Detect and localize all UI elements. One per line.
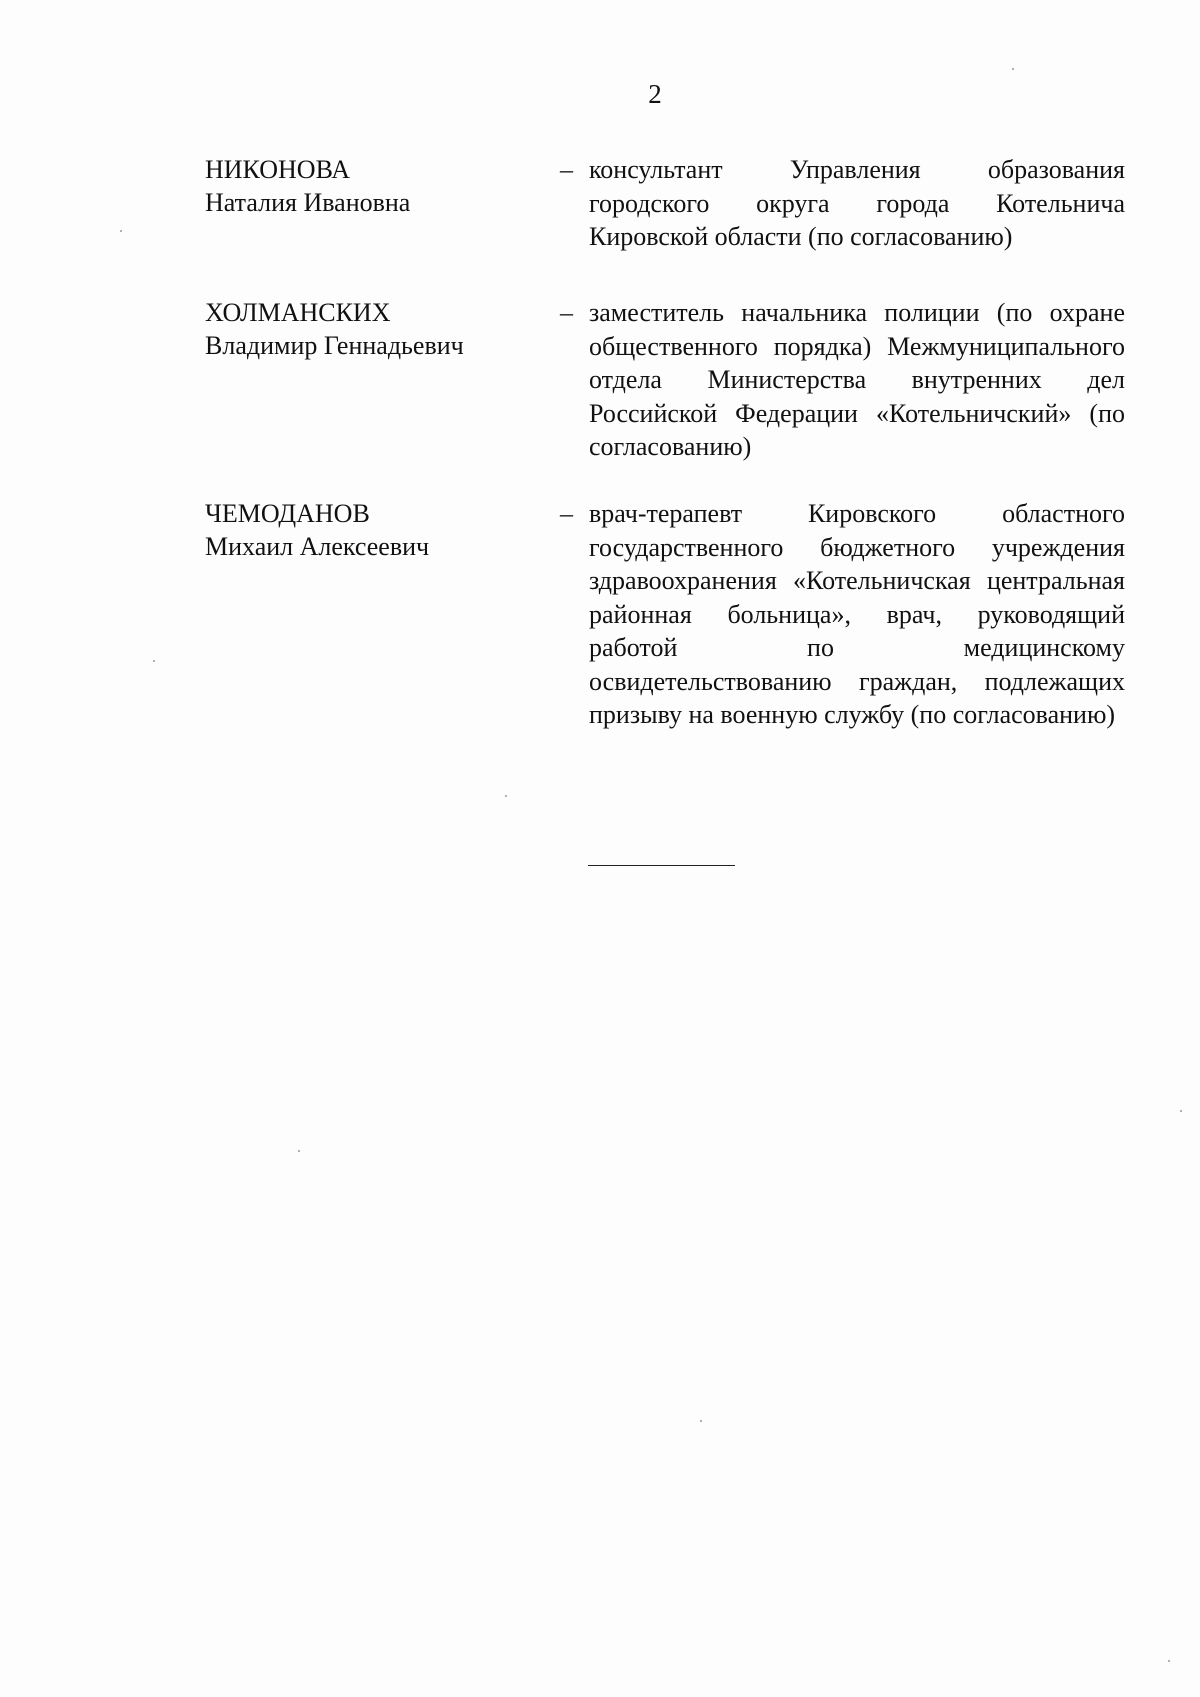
scan-speck: [1180, 1110, 1182, 1112]
member-name: [205, 497, 545, 563]
member-role: заместитель начальника полиции (по охране общественного порядка) Межмуниципального отдела Министерства внутренних дел Российской Федерации «Котельничский» (по согласованию): [589, 298, 1125, 461]
scan-speck: [298, 1150, 300, 1152]
scan-speck: [1168, 1660, 1170, 1662]
member-role: консультант Управления образования городского округа города Котельнича Кировской области (по согласованию): [589, 155, 1125, 251]
entry-dash: –: [560, 499, 573, 528]
scan-speck: [120, 230, 122, 232]
entry-dash: –: [560, 298, 573, 327]
member-surname: ЧЕМОДАНОВ: [205, 499, 370, 528]
page-number: 2: [648, 79, 662, 109]
member-surname: НИКОНОВА: [205, 155, 351, 184]
entry-dash: –: [560, 155, 573, 184]
scan-speck: [505, 795, 507, 797]
member-role: врач-терапевт Кировского областного государственного бюджетного учреждения здравоохранения «Котельничская центральная районная больница», врач, руководящий работой по медицинскому освидетельствованию граждан, подлежащих призыву на военную службу (по согласованию): [589, 499, 1125, 729]
member-surname: ХОЛМАНСКИХ: [205, 298, 391, 327]
member-name: [205, 296, 545, 362]
closing-rule: [588, 865, 735, 866]
scan-speck: [700, 1420, 702, 1422]
member-given-names: Владимир Геннадьевич: [205, 331, 464, 360]
scan-speck: [1012, 68, 1014, 70]
scan-speck: [153, 660, 155, 662]
member-given-names: Михаил Алексеевич: [205, 532, 430, 561]
member-name: [205, 153, 545, 219]
member-given-names: Наталия Ивановна: [205, 188, 411, 217]
